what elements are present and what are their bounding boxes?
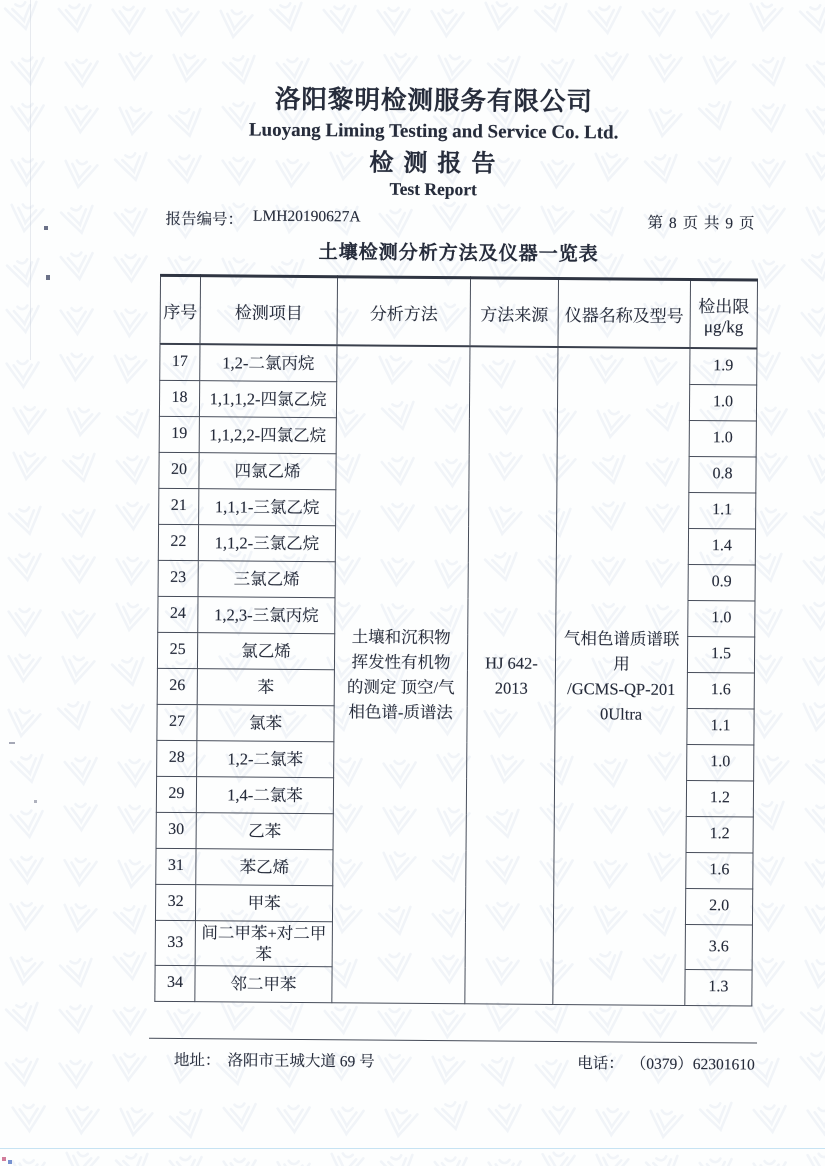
logo-watermark-icon bbox=[273, 1100, 314, 1137]
logo-watermark-icon bbox=[641, 1148, 688, 1166]
logo-watermark-icon bbox=[61, 1101, 103, 1139]
table-title: 土壤检测分析方法及仪器一览表 bbox=[318, 242, 599, 266]
row-item-cell: 1,1,2,2-四氯乙烷 bbox=[199, 416, 336, 453]
logo-watermark-icon bbox=[165, 1150, 209, 1166]
row-limit-cell: 1.9 bbox=[690, 348, 757, 385]
footer-divider bbox=[149, 1037, 757, 1043]
logo-watermark-icon bbox=[8, 1099, 49, 1136]
row-seq-cell: 26 bbox=[157, 668, 197, 704]
analysis-method-cell: 土壤和沉积物 挥发性有机物 的测定 顶空/气 相色谱-质谱法 bbox=[332, 345, 470, 1003]
logo-watermark-icon bbox=[695, 1152, 739, 1166]
report-number-value: LMH20190627A bbox=[252, 207, 361, 226]
row-limit-cell: 1.4 bbox=[688, 528, 755, 565]
row-item-cell: 乙苯 bbox=[196, 812, 333, 849]
row-limit-cell: 1.0 bbox=[689, 420, 756, 457]
logo-watermark-icon bbox=[538, 1101, 579, 1138]
logo-watermark-icon bbox=[643, 1103, 688, 1144]
logo-watermark-icon bbox=[165, 1102, 212, 1146]
row-limit-cell: 1.0 bbox=[688, 600, 755, 637]
logo-watermark-icon bbox=[589, 1147, 634, 1166]
logo-watermark-icon bbox=[324, 1146, 369, 1166]
row-item-cell: 1,1,2-三氯乙烷 bbox=[198, 524, 335, 561]
row-seq-cell: 22 bbox=[158, 524, 198, 560]
company-name-en: Luoyang Liming Testing and Service Co. Ltd. bbox=[248, 119, 619, 144]
row-limit-cell: 3.6 bbox=[685, 924, 752, 970]
row-limit-cell: 1.3 bbox=[685, 969, 752, 1006]
logo-watermark-icon bbox=[803, 1102, 825, 1139]
row-seq-cell: 19 bbox=[159, 416, 199, 452]
row-limit-cell: 1.0 bbox=[687, 744, 754, 781]
table-body bbox=[155, 344, 757, 1006]
col-header-item: 检测项目 bbox=[200, 276, 338, 346]
row-item-cell: 邻二甲苯 bbox=[195, 965, 332, 1002]
table-header-row bbox=[160, 275, 758, 348]
row-limit-cell: 0.8 bbox=[689, 456, 756, 493]
logo-watermark-icon bbox=[326, 1102, 368, 1140]
row-seq-cell: 32 bbox=[155, 884, 195, 920]
logo-watermark-icon bbox=[537, 1147, 579, 1166]
row-limit-cell: 2.0 bbox=[685, 888, 752, 925]
logo-watermark-icon bbox=[219, 1153, 260, 1166]
logo-watermark-icon bbox=[430, 1094, 477, 1138]
row-seq-cell: 30 bbox=[156, 812, 196, 848]
footer bbox=[174, 1047, 755, 1074]
row-seq-cell: 24 bbox=[158, 596, 198, 632]
logo-watermark-icon bbox=[7, 1154, 49, 1166]
scan-artifact bbox=[8, 1160, 12, 1164]
row-seq-cell: 29 bbox=[156, 776, 196, 812]
row-limit-cell: 1.0 bbox=[689, 384, 756, 421]
logo-watermark-icon bbox=[376, 1147, 423, 1166]
row-limit-cell: 1.5 bbox=[687, 636, 754, 673]
row-seq-cell: 25 bbox=[157, 632, 197, 668]
row-item-cell: 氯苯 bbox=[197, 704, 334, 741]
row-seq-cell: 20 bbox=[159, 452, 199, 488]
row-item-cell: 1,2-二氯苯 bbox=[197, 740, 334, 777]
col-header-source: 方法来源 bbox=[470, 278, 559, 347]
logo-watermark-icon bbox=[591, 1103, 633, 1141]
row-limit-cell: 1.2 bbox=[686, 816, 753, 853]
instrument-cell: 气相色谱质谱联 用 /GCMS-QP-201 0Ultra bbox=[553, 347, 690, 1005]
row-item-cell: 甲苯 bbox=[195, 884, 332, 921]
row-limit-cell: 1.1 bbox=[687, 708, 754, 745]
row-seq-cell: 18 bbox=[159, 380, 199, 416]
row-limit-cell: 0.9 bbox=[688, 564, 755, 601]
row-item-cell: 三氯乙烯 bbox=[198, 560, 335, 597]
logo-watermark-icon bbox=[749, 1155, 790, 1166]
report-title-cn: 检 测 报 告 bbox=[369, 150, 498, 178]
logo-watermark-icon bbox=[219, 1097, 263, 1138]
row-item-cell: 间二甲苯+对二甲苯 bbox=[195, 920, 332, 966]
report-title-en: Test Report bbox=[389, 178, 477, 200]
row-item-cell: 1,2-二氯丙烷 bbox=[200, 344, 337, 381]
logo-watermark-icon bbox=[378, 1102, 423, 1143]
table-row bbox=[160, 344, 757, 385]
row-seq-cell: 23 bbox=[158, 560, 198, 596]
row-item-cell: 1,4-二氯苯 bbox=[196, 776, 333, 813]
logo-watermark-icon bbox=[111, 1146, 158, 1166]
footer-phone bbox=[577, 1051, 755, 1074]
row-seq-cell: 31 bbox=[156, 848, 196, 884]
phone-label: 电话： bbox=[577, 1054, 624, 1073]
footer-address bbox=[174, 1047, 375, 1071]
logo-watermark-icon bbox=[484, 1154, 525, 1166]
page-indicator: 第 8 页 共 9 页 bbox=[647, 214, 756, 233]
row-item-cell: 1,2,3-三氯丙烷 bbox=[198, 596, 335, 633]
row-seq-cell: 21 bbox=[159, 488, 199, 524]
row-limit-cell: 1.2 bbox=[686, 780, 753, 817]
address-label: 地址： bbox=[173, 1051, 221, 1069]
methods-table bbox=[154, 274, 758, 1006]
method-source-cell: HJ 642-2013 bbox=[465, 346, 558, 1004]
row-seq-cell: 33 bbox=[155, 920, 195, 965]
row-item-cell: 苯乙烯 bbox=[196, 848, 333, 885]
col-header-method: 分析方法 bbox=[337, 277, 471, 347]
row-item-cell: 苯 bbox=[197, 668, 334, 705]
row-item-cell: 1,1,1,2-四氯乙烷 bbox=[199, 380, 336, 417]
logo-watermark-icon bbox=[484, 1098, 528, 1139]
report-number bbox=[165, 207, 360, 231]
col-header-limit: 检出限 μg/kg bbox=[690, 280, 758, 349]
col-header-instrument: 仪器名称及型号 bbox=[558, 278, 691, 348]
row-seq-cell: 34 bbox=[155, 965, 195, 1001]
logo-watermark-icon bbox=[802, 1148, 825, 1166]
logo-watermark-icon bbox=[430, 1151, 474, 1166]
row-seq-cell: 28 bbox=[157, 740, 197, 776]
company-name-cn: 洛阳黎明检测服务有限公司 bbox=[274, 84, 594, 117]
row-item-cell: 氯乙烯 bbox=[197, 632, 334, 669]
phone-value: （0379）62301610 bbox=[630, 1055, 755, 1074]
row-item-cell: 四氯乙烯 bbox=[199, 452, 336, 489]
row-limit-cell: 1.6 bbox=[687, 672, 754, 709]
report-meta-line bbox=[165, 207, 755, 234]
row-limit-cell: 1.6 bbox=[686, 852, 753, 889]
col-header-seq: 序号 bbox=[160, 275, 201, 344]
logo-watermark-icon bbox=[113, 1101, 158, 1142]
logo-watermark-icon bbox=[272, 1155, 314, 1166]
logo-watermark-icon bbox=[749, 1099, 793, 1140]
row-item-cell: 1,1,1-三氯乙烷 bbox=[199, 488, 336, 525]
logo-watermark-icon bbox=[695, 1095, 742, 1139]
scan-artifact bbox=[0, 1148, 825, 1149]
scan-artifact bbox=[2, 1157, 6, 1161]
row-seq-cell: 27 bbox=[157, 704, 197, 740]
row-seq-cell: 17 bbox=[160, 344, 200, 380]
address-value: 洛阳市王城大道 69 号 bbox=[227, 1051, 375, 1071]
report-number-label: 报告编号： bbox=[165, 210, 244, 229]
row-limit-cell: 1.1 bbox=[689, 492, 756, 529]
